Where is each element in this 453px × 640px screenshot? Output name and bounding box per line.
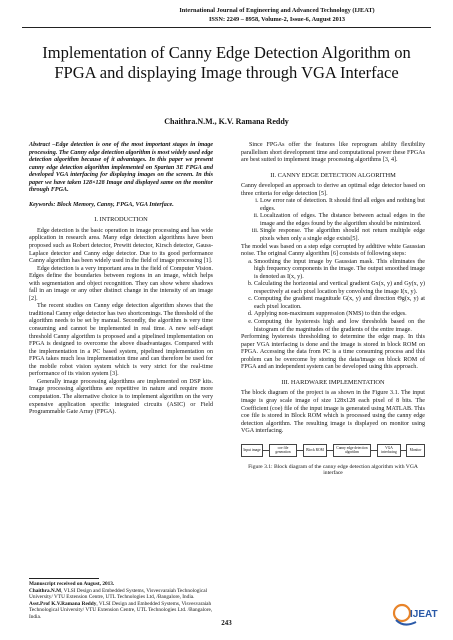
diagram-box: VGA interfacing xyxy=(377,444,401,457)
list-item: i. Low error rate of detection. It should find all edges and nothing but edges. xyxy=(260,198,425,213)
paper-authors: Chaithra.N.M., K.V. Ramana Reddy xyxy=(164,117,289,126)
section-heading-canny: II. CANNY EDGE DETECTION ALGORITHM xyxy=(270,171,396,179)
author1-name: Chaithra.N.M xyxy=(29,587,62,594)
diagram-box: Input image xyxy=(241,444,263,457)
header-rule xyxy=(22,27,431,28)
paper-title: Implementation of Canny Edge Detection Algorithm on FPGA and displaying Image through VGA Interface xyxy=(42,43,411,82)
author2-affiliation: , VLSI Design and Embedded Systems, Visvesvaraiah Technological University/ VTU Extension Centre, UTL Technologies Ltd. /Bangalore, India. xyxy=(29,600,213,620)
author2-name: Asst.Prof K.V.Ramana Reddy xyxy=(29,600,97,607)
hysteresis-paragraph: Performing hysteresis thresholding to determine the edge map. In this paper VGA interfacing is done and the image is stored in block ROM on FPGA. Accessing the data from PC is a time consuming process and this problem can be overcome by storing the data/image on block ROM of FPGA and an independent system can be developed using this approach. xyxy=(241,334,425,371)
model-paragraph: The model was based on a step edge corrupted by additive white Gaussian noise. The original Canny algorithm [6] consists of following steps: xyxy=(241,243,425,258)
intro-paragraph: Generally image processing algorithms are implemented on DSP kits. Image processing algorithms are repetitive in nature and require more computation. The alternative choice is to implement algorithm on the very expensive application specific integrated circuits (ASIC) or Field Programmable Gate Array (FPGA). xyxy=(29,378,213,416)
list-item: iii. Single response. The algorithm should not return multiple edge pixels when only a single edge exists[5]. xyxy=(260,228,425,243)
journal-header xyxy=(127,6,427,24)
diagram-box: coe file generation xyxy=(269,444,297,457)
list-item: a. Smoothing the input image by Gaussian mask. This eliminates the high frequency components in the image. The output smoothed image is denoted as I(x, y). xyxy=(254,259,425,282)
section-heading-introduction: I. INTRODUCTION xyxy=(94,216,148,224)
page-number: 243 xyxy=(221,619,232,627)
diagram-box: Block ROM xyxy=(303,444,327,457)
criteria-list xyxy=(241,198,425,243)
list-item: d. Applying non-maximum suppression (NMS) to thin the edges. xyxy=(254,311,425,319)
canny-intro-paragraph: Canny developed an approach to derive an optimal edge detector based on three criteria for edge detection [5]. xyxy=(241,183,425,197)
list-item: c. Computing the gradient magnitude G(x, y) and direction Θg(x, y) at each pixel location. xyxy=(254,296,425,311)
left-column xyxy=(29,142,213,417)
ijeat-logo xyxy=(390,600,440,632)
list-item: b. Calculating the horizontal and vertical gradient Gx(x, y) and Gy(x, y) respectively at each pixel location by convolving the image I(x, y). xyxy=(254,281,425,296)
diagram-box: Canny edge detection algorithm xyxy=(333,444,371,457)
right-column xyxy=(241,142,425,477)
journal-name: International Journal of Engineering and Advanced Technology (IJEAT) xyxy=(179,7,375,14)
keywords: Keywords: Block Memory, Canny, FPGA, VGA Interface. xyxy=(29,201,174,208)
list-item: ii. Localization of edges. The distance between actual edges in the image and the edges found by the algorithm should be minimized. xyxy=(260,213,425,228)
abstract: Abstract –Edge detection is one of the most important stages in image processing. The Canny edge detection algorithm is most widely used edge detection algorithm because of it advantages. In this paper we present canny edge detection algorithm implemented on Spartan 3E FPGA and developed VGA interfacing for displaying images on the screen. In this paper we have taken 128×128 Image and displayed same on the monitor through FPGA. xyxy=(29,142,213,194)
journal-issn: ISSN: 2249 – 8958, Volume-2, Issue-6, August 2013 xyxy=(208,16,346,23)
fpga-paragraph: Since FPGAs offer the features like reprogram ability flexibility parallelism short development time and computational power these FPGAs are best suited to implement image processing algorithms [3, 4]. xyxy=(241,142,425,164)
steps-list xyxy=(241,259,425,334)
list-item: e. Computing the hysteresis high and low thresholds based on the histogram of the magnitudes of the gradients of the entire image. xyxy=(254,319,425,334)
manuscript-date: Manuscript received on August, 2013. xyxy=(29,581,115,587)
footnote-rule xyxy=(29,578,99,579)
hardware-paragraph: The block diagram of the project is as shown in the Figure 3.1. The input image is gray scale image of size 128x128 each pixel of 8 bits. The Coefficient (coe) file of the input image is generated using MATLAB. This coe file is stored in Block ROM which is processed using the canny edge detection algorithm. The resulting image is displayed on monitor using VGA interfacing. xyxy=(241,390,425,435)
block-diagram xyxy=(241,440,425,462)
intro-paragraph: Edge detection is the basic operation in image processing and has wide application in research area. Many edge detection algorithms have been proposed such as Robert detector, Prewitt detector, Kirsch detector, Gauss-Laplace detector and Canny edge detector. Due to its good performance Canny algorithm has been widely used in the field of image processing [1]. xyxy=(29,227,213,265)
intro-paragraph: Edge detection is a very important area in the field of Computer Vision. Edges define the boundaries between regions in an image, which helps with segmentation and object recognition. They can show where shadows fall in an image or any other distinct change in the intensity of an image [2]. xyxy=(29,265,213,302)
author1-affiliation: , VLSI Design and Embedded Systems, Visvesvaraiah Technological University/ VTU Extension Centre, UTL Technologies Ltd, /Bangalore, India. xyxy=(29,587,208,600)
manuscript-footnote xyxy=(29,578,213,620)
diagram-box: Monitor xyxy=(406,444,425,457)
intro-paragraph: The recent studies on Canny edge detection algorithm shows that the traditional Canny edge detector has two shortcomings. The threshold of the algorithm needs to be set by manual. Secondly, the algorithm is very time consuming and cannot be implemented in real time. A new self-adapt threshold Canny algorithm is proposed and a pipelined implementation on FPGA is designed to overcome the above disadvantages. Compared with the implementation in a PC based system, pipelined implementation on FPGA takes much less implementation time and can therefore be used for the mobile robot vision system which is very strict for the real-time performance of its vision system [3]. xyxy=(29,303,213,378)
svg-text:IJEAT: IJEAT xyxy=(410,609,438,620)
section-heading-hardware: III. HARDWARE IMPLEMENTATION xyxy=(281,378,385,386)
figure-caption: Figure 3.1: Block diagram of the canny edge detection algorithm with VGA interface xyxy=(248,463,418,477)
